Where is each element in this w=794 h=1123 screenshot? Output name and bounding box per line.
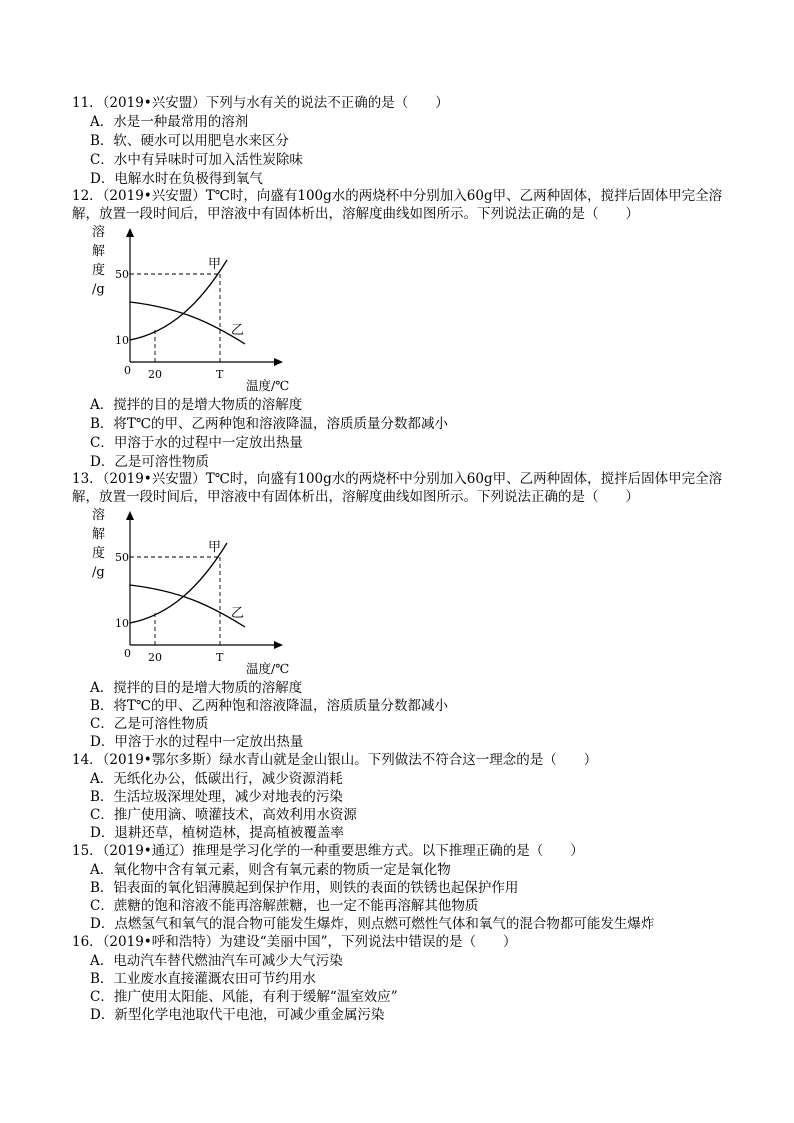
question-16-option-b: B．工业废水直接灌溉农田可节约用水 [90,971,316,987]
question-14-option-b: B．生活垃圾深埋处理，减少对地表的污染 [90,789,343,805]
question-11-option-b: B．软、硬水可以用肥皂水来区分 [90,133,289,149]
question-14-stem: 14．（2019•鄂尔多斯）绿水青山就是金山银山。下列做法不符合这一理念的是（ ） [72,752,598,768]
chart2-xtick-T: T [216,651,224,664]
chart2-y-arrow [126,511,134,520]
chart2-xlabel: 温度/℃ [246,661,290,676]
chart2-ylabel-4: /g [92,565,105,580]
question-14-option-c: C．推广使用滴、喷灌技术，高效利用水资源 [90,807,357,823]
chart2-x-arrow [274,641,283,649]
chart1-ylabel-4: /g [92,282,105,297]
question-12-option-b: B．将T℃的甲、乙两种饱和溶液降温，溶质质量分数都减小 [90,416,449,432]
chart2-series-jia-curve [130,543,227,623]
chart1-ylabel-1: 溶 [92,225,106,240]
question-15-option-d: D．点燃氢气和氧气的混合物可能发生爆炸，则点燃可燃性气体和氧气的混合物都可能发生爆炸 [90,916,655,932]
chart2-ytick-10: 10 [115,617,129,630]
chart2-series-jia-label: 甲 [208,540,222,555]
solubility-chart-1 [80,222,320,394]
chart1-xtick-20: 20 [148,368,162,381]
chart2-origin: 0 [124,647,131,660]
question-11-stem: 11．（2019•兴安盟）下列与水有关的说法不正确的是（ ） [72,95,449,111]
chart1-ytick-10: 10 [115,334,129,347]
chart1-ylabel-2: 解 [92,244,106,259]
question-16-option-a: A．电动汽车替代燃油汽车可减少大气污染 [90,953,343,969]
chart1-x-arrow [274,358,283,366]
question-12-stem: 12．（2019•兴安盟）T℃时，向盛有100g水的两烧杯中分别加入60g甲、乙两种固体，搅拌后固体甲完全溶解，放置一段时间后，甲溶液中有固体析出，溶解度曲线如图所示。下列说法正确的是（ ） [72,188,723,222]
chart1-series-yi-curve [130,302,245,344]
chart2-xtick-20: 20 [148,651,162,664]
question-13-option-a: A．搅拌的目的是增大物质的溶解度 [90,680,303,696]
chart1-series-yi-label: 乙 [231,323,245,338]
chart2-ytick-50: 50 [115,551,129,564]
question-13-option-c: C．乙是可溶性物质 [90,716,209,732]
chart1-ytick-50: 50 [115,268,129,281]
chart1-series-jia-curve [130,260,227,340]
question-12-option-d: D．乙是可溶性物质 [90,454,209,470]
question-13-option-d: D．甲溶于水的过程中一定放出热量 [90,734,304,750]
question-16-stem: 16．（2019•呼和浩特）为建设“美丽中国”，下列说法中错误的是（ ） [72,934,517,950]
chart2-ylabel-3: 度 [92,546,106,561]
chart2-series-yi-label: 乙 [231,606,245,621]
chart2-ylabel-2: 解 [92,527,106,542]
question-14-option-a: A．无纸化办公，低碳出行，减少资源消耗 [90,771,343,787]
chart1-y-arrow [126,228,134,237]
question-15-option-a: A．氧化物中含有氧元素，则含有氧元素的物质一定是氧化物 [90,862,451,878]
chart2-series-yi-curve [130,585,245,627]
question-15-stem: 15．（2019•通辽）推理是学习化学的一种重要思维方式。以下推理正确的是（ ） [72,843,584,859]
question-11-option-a: A．水是一种最常用的溶剂 [90,114,249,130]
question-16-option-c: C．推广使用太阳能、风能，有利于缓解“温室效应” [90,989,398,1005]
chart2-ylabel-1: 溶 [92,508,106,523]
chart1-series-jia-label: 甲 [208,257,222,272]
chart1-origin: 0 [124,364,131,377]
question-13-option-b: B．将T℃的甲、乙两种饱和溶液降温，溶质质量分数都减小 [90,698,449,714]
solubility-chart-2 [80,505,320,677]
question-12-option-a: A．搅拌的目的是增大物质的溶解度 [90,397,303,413]
question-16-option-d: D．新型化学电池取代干电池，可减少重金属污染 [90,1007,385,1023]
question-15-option-c: C．蔗糖的饱和溶液不能再溶解蔗糖，也一定不能再溶解其他物质 [90,898,479,914]
question-12-option-c: C．甲溶于水的过程中一定放出热量 [90,435,303,451]
chart1-xlabel: 温度/℃ [246,378,290,393]
chart1-ylabel-3: 度 [92,263,106,278]
question-11-option-d: D．电解水时在负极得到氧气 [90,171,263,187]
question-13-stem: 13．（2019•兴安盟）T℃时，向盛有100g水的两烧杯中分别加入60g甲、乙两种固体，搅拌后固体甲完全溶解，放置一段时间后，甲溶液中有固体析出，溶解度曲线如图所示。下列说法正确的是（ ） [72,471,723,505]
question-14-option-d: D．退耕还草，植树造林，提高植被覆盖率 [90,825,344,841]
question-15-option-b: B．铝表面的氧化铝薄膜起到保护作用，则铁的表面的铁锈也起保护作用 [90,880,519,896]
chart1-xtick-T: T [216,368,224,381]
question-11-option-c: C．水中有异味时可加入活性炭除味 [90,152,303,168]
